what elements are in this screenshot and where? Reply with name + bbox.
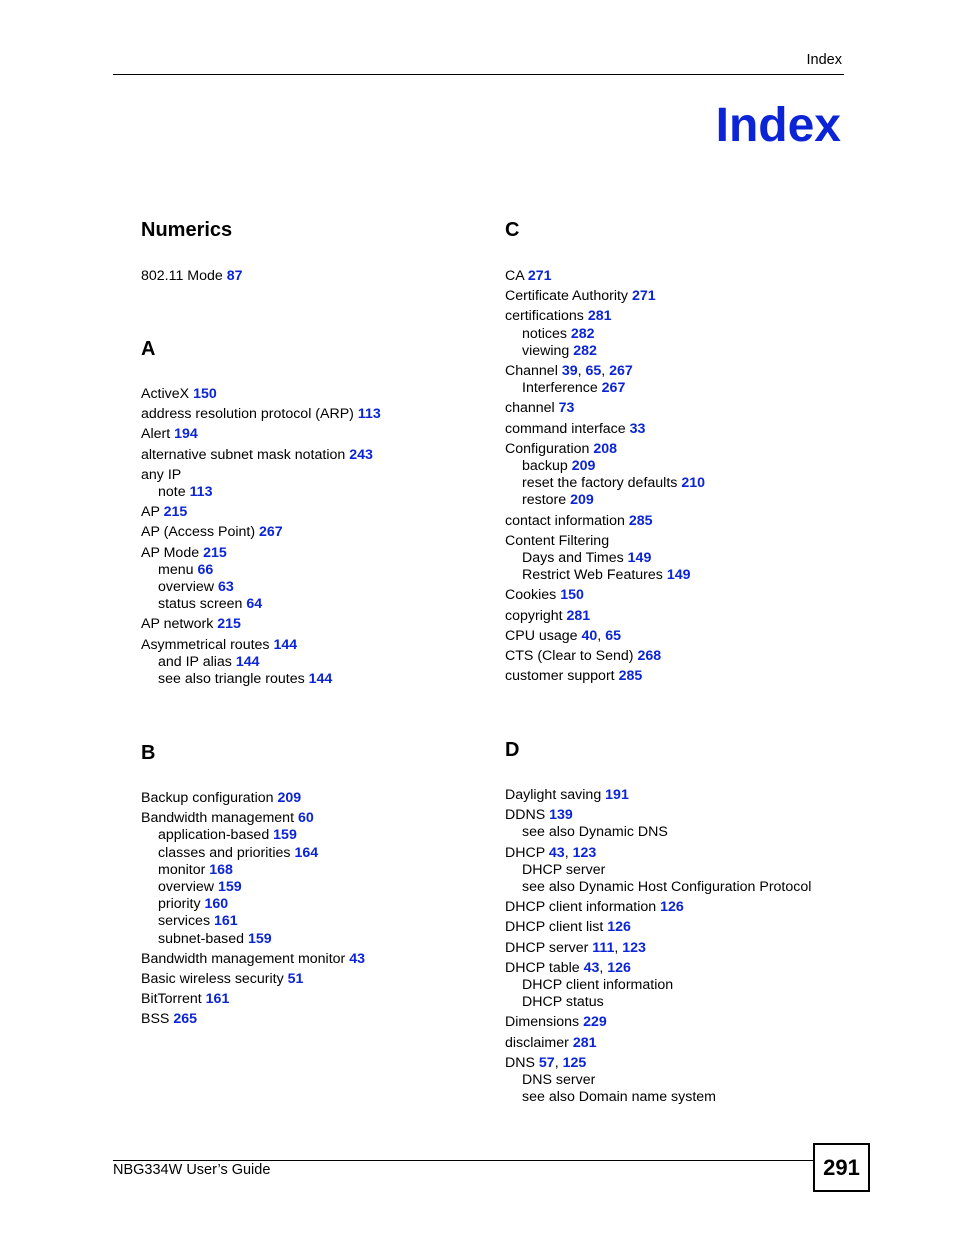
page-link[interactable]: 126: [607, 919, 631, 936]
index-entry-line: [141, 810, 365, 827]
index-entry-line: [505, 1014, 811, 1031]
page-link[interactable]: 210: [681, 475, 705, 492]
index-term: Configuration: [505, 440, 590, 457]
index-entry: [141, 268, 243, 285]
page-link[interactable]: 243: [349, 446, 373, 463]
index-entry: [505, 807, 811, 841]
index-subentry: [141, 596, 381, 613]
page-link[interactable]: 160: [204, 896, 229, 913]
index-term: DHCP client list: [505, 919, 604, 936]
index-entry: [505, 533, 705, 585]
page-link[interactable]: 144: [273, 636, 298, 653]
index-entry: [505, 288, 705, 305]
index-entry: [141, 386, 381, 403]
page-link[interactable]: 285: [618, 668, 643, 685]
index-term: DHCP server: [505, 939, 589, 956]
index-term: AP network: [141, 616, 214, 633]
index-term: note: [158, 484, 186, 501]
index-entry: [141, 447, 381, 464]
index-entry-line: [141, 545, 381, 562]
page-link[interactable]: 215: [203, 544, 227, 561]
page-link[interactable]: 113: [189, 484, 213, 501]
header-rule: [113, 74, 844, 75]
index-entry: [505, 919, 811, 936]
index-entry-line: [141, 790, 365, 807]
index-subentry: [141, 579, 381, 596]
page-link[interactable]: 215: [163, 504, 188, 521]
index-term: reset the factory defaults: [522, 475, 678, 492]
page-link[interactable]: 126: [607, 959, 631, 976]
index-entry-line: [141, 268, 243, 285]
index-term: Channel: [505, 363, 558, 380]
index-entry-line: [141, 386, 381, 403]
page-link[interactable]: 159: [217, 879, 242, 896]
index-term: backup: [522, 458, 568, 475]
index-entry-line: [505, 648, 705, 665]
index-term: Bandwidth management monitor: [141, 950, 346, 967]
page-link[interactable]: 111: [592, 939, 615, 956]
index-term: command interface: [505, 420, 626, 437]
page-link[interactable]: 208: [593, 440, 618, 457]
page-link[interactable]: 125: [562, 1054, 587, 1071]
index-subentry: [505, 458, 705, 475]
index-subentry: [505, 567, 705, 584]
index-term: DNS server: [522, 1072, 596, 1089]
page-link[interactable]: 267: [259, 524, 283, 541]
index-term: certifications: [505, 308, 584, 325]
index-entry: [505, 845, 811, 897]
page-link[interactable]: 113: [357, 406, 381, 423]
page-link[interactable]: 43: [349, 950, 365, 967]
index-term: any IP: [141, 466, 182, 483]
page-link[interactable]: 63: [217, 579, 234, 596]
index-term: copyright: [505, 607, 563, 624]
index-entry-line: [141, 616, 381, 633]
index-entry: [141, 504, 381, 521]
page-link[interactable]: 168: [209, 861, 233, 878]
index-entry-line: CPU usage 40, 65: [505, 627, 621, 644]
page-link[interactable]: 229: [583, 1014, 607, 1031]
index-entry: [141, 637, 381, 689]
page-title: Index: [715, 99, 841, 152]
index-subentry: [505, 326, 705, 343]
page-link[interactable]: 281: [566, 607, 591, 624]
index-entry-line: [505, 608, 705, 625]
index-entry-line: [505, 268, 705, 285]
index-term: BSS: [141, 1011, 170, 1028]
index-entry: [505, 628, 705, 645]
index-term: DHCP server: [522, 861, 606, 878]
index-entry-line: [505, 787, 811, 804]
page-link[interactable]: 267: [601, 380, 626, 397]
page-link[interactable]: 64: [246, 596, 263, 613]
index-term: Days and Times: [522, 550, 624, 567]
index-entry: [141, 616, 381, 633]
index-subentry: [141, 827, 365, 844]
page-link[interactable]: 268: [637, 648, 662, 665]
index-subentry: [141, 931, 365, 948]
index-entry-line: [141, 524, 381, 541]
index-entry-line: DHCP table 43, 126: [505, 959, 631, 976]
index-entry-line: [505, 513, 705, 530]
index-entry: [141, 991, 365, 1008]
index-term: address resolution protocol (ARP): [141, 406, 354, 423]
page-link[interactable]: 43: [548, 844, 565, 861]
index-term: and IP alias: [158, 653, 232, 670]
section-heading-d: D: [505, 739, 520, 761]
page-link[interactable]: 87: [226, 268, 243, 284]
section-entries-numerics: [141, 268, 243, 288]
index-entry: [141, 810, 365, 948]
page-link[interactable]: 161: [214, 913, 238, 930]
index-entry-line: [141, 1011, 365, 1028]
page-link[interactable]: 144: [308, 671, 333, 688]
page-link[interactable]: 149: [627, 550, 652, 567]
section-entries-a: [141, 386, 381, 691]
page-link[interactable]: 194: [174, 426, 198, 443]
index-entry-line: [141, 467, 381, 484]
page-number: 291: [823, 1154, 860, 1180]
index-term: classes and priorities: [158, 844, 291, 861]
index-entry-line: [505, 587, 705, 604]
page-link[interactable]: 149: [666, 567, 691, 584]
index-term: application-based: [158, 827, 270, 844]
index-subentry: [505, 879, 811, 896]
index-term: disclaimer: [505, 1034, 569, 1051]
index-term: notices: [522, 325, 567, 342]
index-entry-line: [505, 919, 811, 936]
index-entry-line: [141, 637, 381, 654]
index-term: priority: [158, 896, 201, 913]
index-term: CA: [505, 268, 524, 284]
index-term: viewing: [522, 342, 570, 359]
index-term: DHCP client information: [505, 899, 657, 916]
index-subentry: [505, 380, 705, 397]
index-entry: [505, 441, 705, 510]
section-heading-numerics: Numerics: [141, 219, 233, 241]
index-entry: [505, 421, 705, 438]
index-entry: [505, 268, 705, 285]
index-term: 802.11 Mode: [141, 268, 223, 284]
index-term: DDNS: [505, 807, 546, 824]
index-term: Interference: [522, 380, 598, 397]
index-entry-line: [505, 668, 705, 685]
index-term: see also Dynamic Host Configuration Protocol: [522, 879, 812, 896]
page-link[interactable]: 139: [549, 807, 573, 824]
index-entry: [505, 308, 705, 360]
page-link[interactable]: 126: [660, 899, 684, 916]
index-subentry: [505, 475, 705, 492]
section-heading-b: B: [141, 742, 156, 764]
index-entry-line: DHCP server 111, 123: [505, 939, 646, 956]
page-link[interactable]: 40: [581, 627, 598, 644]
index-term: see also triangle routes: [158, 671, 305, 688]
section-entries-d: [505, 787, 811, 1109]
index-term: overview: [158, 879, 214, 896]
page-link[interactable]: 65: [585, 363, 602, 380]
index-term: restore: [522, 492, 567, 509]
page-link[interactable]: 123: [572, 844, 597, 861]
index-subentry: [505, 824, 811, 841]
index-entry: [141, 971, 365, 988]
index-subentry: [141, 845, 365, 862]
index-entry: [505, 587, 705, 604]
index-subentry: [505, 1072, 811, 1089]
index-subentry: [141, 562, 381, 579]
index-term: see also Domain name system: [522, 1089, 716, 1106]
page-link[interactable]: 33: [629, 420, 646, 437]
index-entry-line: DHCP 43, 123: [505, 844, 597, 861]
index-term: see also Dynamic DNS: [522, 824, 668, 841]
index-entry-line: Channel 39, 65, 267: [505, 363, 633, 380]
index-term: Restrict Web Features: [522, 567, 663, 584]
index-subentry: [141, 879, 365, 896]
index-entry-line: [505, 1035, 811, 1052]
page-link[interactable]: 43: [583, 959, 600, 976]
index-term: Alert: [141, 426, 171, 443]
page-link[interactable]: 282: [573, 342, 597, 359]
index-subentry: [505, 862, 811, 879]
page-link[interactable]: 150: [193, 386, 217, 402]
page-link[interactable]: 265: [173, 1011, 198, 1028]
index-entry-line: [141, 504, 381, 521]
page-link[interactable]: 65: [605, 627, 621, 644]
index-entry: [141, 951, 365, 968]
index-entry-line: [505, 533, 705, 550]
index-term: menu: [158, 561, 194, 578]
page-link[interactable]: 39: [561, 363, 578, 380]
index-entry-line: [141, 991, 365, 1008]
index-entry-line: [141, 971, 365, 988]
index-term: status screen: [158, 596, 243, 613]
page-link[interactable]: 159: [273, 827, 297, 844]
page-link[interactable]: 123: [622, 939, 646, 956]
index-entry-line: [141, 447, 381, 464]
page-link[interactable]: 271: [631, 288, 656, 305]
index-term: alternative subnet mask notation: [141, 446, 346, 463]
index-subentry: [141, 484, 381, 501]
index-entry: [141, 545, 381, 614]
page-link[interactable]: 267: [609, 363, 633, 380]
index-entry: [505, 1014, 811, 1031]
index-entry-line: DNS 57, 125: [505, 1054, 587, 1071]
index-term: DNS: [505, 1054, 535, 1071]
index-term: monitor: [158, 861, 206, 878]
index-term: Backup configuration: [141, 790, 274, 806]
page-link[interactable]: 209: [570, 492, 594, 509]
index-term: CTS (Clear to Send): [505, 648, 634, 665]
index-entry: [505, 513, 705, 530]
index-entry-line: [505, 400, 705, 417]
page-link[interactable]: 281: [572, 1034, 597, 1051]
index-term: AP Mode: [141, 544, 200, 561]
section-entries-c: [505, 268, 705, 688]
index-subentry: [141, 913, 365, 930]
index-term: contact information: [505, 512, 625, 529]
index-term: DHCP: [505, 844, 545, 861]
page-link[interactable]: 161: [205, 991, 230, 1008]
page-link[interactable]: 281: [587, 308, 612, 325]
index-entry: [505, 940, 811, 957]
index-entry: [505, 1035, 811, 1052]
index-term: Bandwidth management: [141, 810, 295, 827]
index-entry: [141, 1011, 365, 1028]
index-subentry: [141, 671, 381, 688]
index-term: ActiveX: [141, 386, 190, 402]
index-term: DHCP table: [505, 959, 580, 976]
index-entry-line: [505, 288, 705, 305]
page-link[interactable]: 144: [235, 653, 260, 670]
page-link[interactable]: 215: [217, 616, 241, 633]
index-term: Dimensions: [505, 1014, 580, 1031]
page-link[interactable]: 209: [571, 458, 596, 475]
index-term: Certificate Authority: [505, 288, 629, 305]
index-subentry: [141, 862, 365, 879]
index-entry: [505, 648, 705, 665]
index-term: AP (Access Point): [141, 524, 256, 541]
index-entry: [505, 668, 705, 685]
page-link[interactable]: 150: [560, 587, 584, 604]
index-entry-line: [141, 426, 381, 443]
page-link[interactable]: 164: [294, 844, 319, 861]
page-link[interactable]: 191: [605, 787, 629, 803]
section-heading-c: C: [505, 219, 520, 241]
index-entry-line: [505, 308, 705, 325]
index-entry: [505, 787, 811, 804]
index-entry-line: [141, 406, 381, 423]
index-term: CPU usage: [505, 627, 578, 644]
page-link[interactable]: 159: [247, 930, 272, 947]
index-entry: [505, 899, 811, 916]
index-term: subnet-based: [158, 930, 244, 947]
footer-rule: [113, 1160, 813, 1161]
page-link[interactable]: 73: [558, 400, 575, 417]
index-subentry: [505, 994, 811, 1011]
index-entry: [505, 400, 705, 417]
index-entry-line: [505, 441, 705, 458]
index-term: Asymmetrical routes: [141, 636, 270, 653]
page-link[interactable]: 57: [538, 1054, 555, 1071]
section-heading-a: A: [141, 338, 156, 360]
section-entries-b: [141, 790, 365, 1032]
index-subentry: [505, 550, 705, 567]
index-term: Daylight saving: [505, 787, 602, 803]
page-link[interactable]: 271: [527, 268, 552, 284]
index-entry: [141, 467, 381, 501]
index-entry: [505, 608, 705, 625]
page-link[interactable]: 285: [628, 512, 653, 529]
index-term: customer support: [505, 668, 615, 685]
index-entry: [505, 1055, 811, 1107]
index-subentry: [505, 977, 811, 994]
page-link[interactable]: 60: [297, 810, 314, 827]
page-link[interactable]: 66: [197, 561, 214, 578]
index-entry: [141, 790, 365, 807]
running-header: Index: [806, 52, 842, 68]
index-subentry: [141, 896, 365, 913]
page-number-box: [813, 1143, 870, 1192]
index-term: AP: [141, 504, 160, 521]
index-term: Cookies: [505, 587, 557, 604]
index-entry: [141, 524, 381, 541]
index-entry: [141, 426, 381, 443]
index-term: DHCP status: [522, 994, 604, 1011]
index-term: DHCP client information: [522, 977, 674, 994]
index-term: services: [158, 913, 211, 930]
index-entry-line: [505, 421, 705, 438]
page-link[interactable]: 282: [570, 325, 595, 342]
page-link[interactable]: 51: [287, 971, 304, 988]
index-subentry: [141, 654, 381, 671]
index-entry: [141, 406, 381, 423]
index-entry-line: [505, 899, 811, 916]
index-term: overview: [158, 579, 214, 596]
index-term: Basic wireless security: [141, 971, 284, 988]
index-entry-line: [505, 807, 811, 824]
index-entry: [505, 960, 811, 1012]
index-term: Content Filtering: [505, 532, 610, 549]
page-link[interactable]: 209: [277, 790, 302, 806]
index-term: channel: [505, 400, 555, 417]
index-subentry: [505, 492, 705, 509]
index-subentry: [505, 343, 705, 360]
index-subentry: [505, 1089, 811, 1106]
index-entry: [505, 363, 705, 397]
footer-guide-title: NBG334W User’s Guide: [113, 1162, 271, 1178]
index-entry-line: [141, 951, 365, 968]
index-term: BitTorrent: [141, 991, 202, 1008]
